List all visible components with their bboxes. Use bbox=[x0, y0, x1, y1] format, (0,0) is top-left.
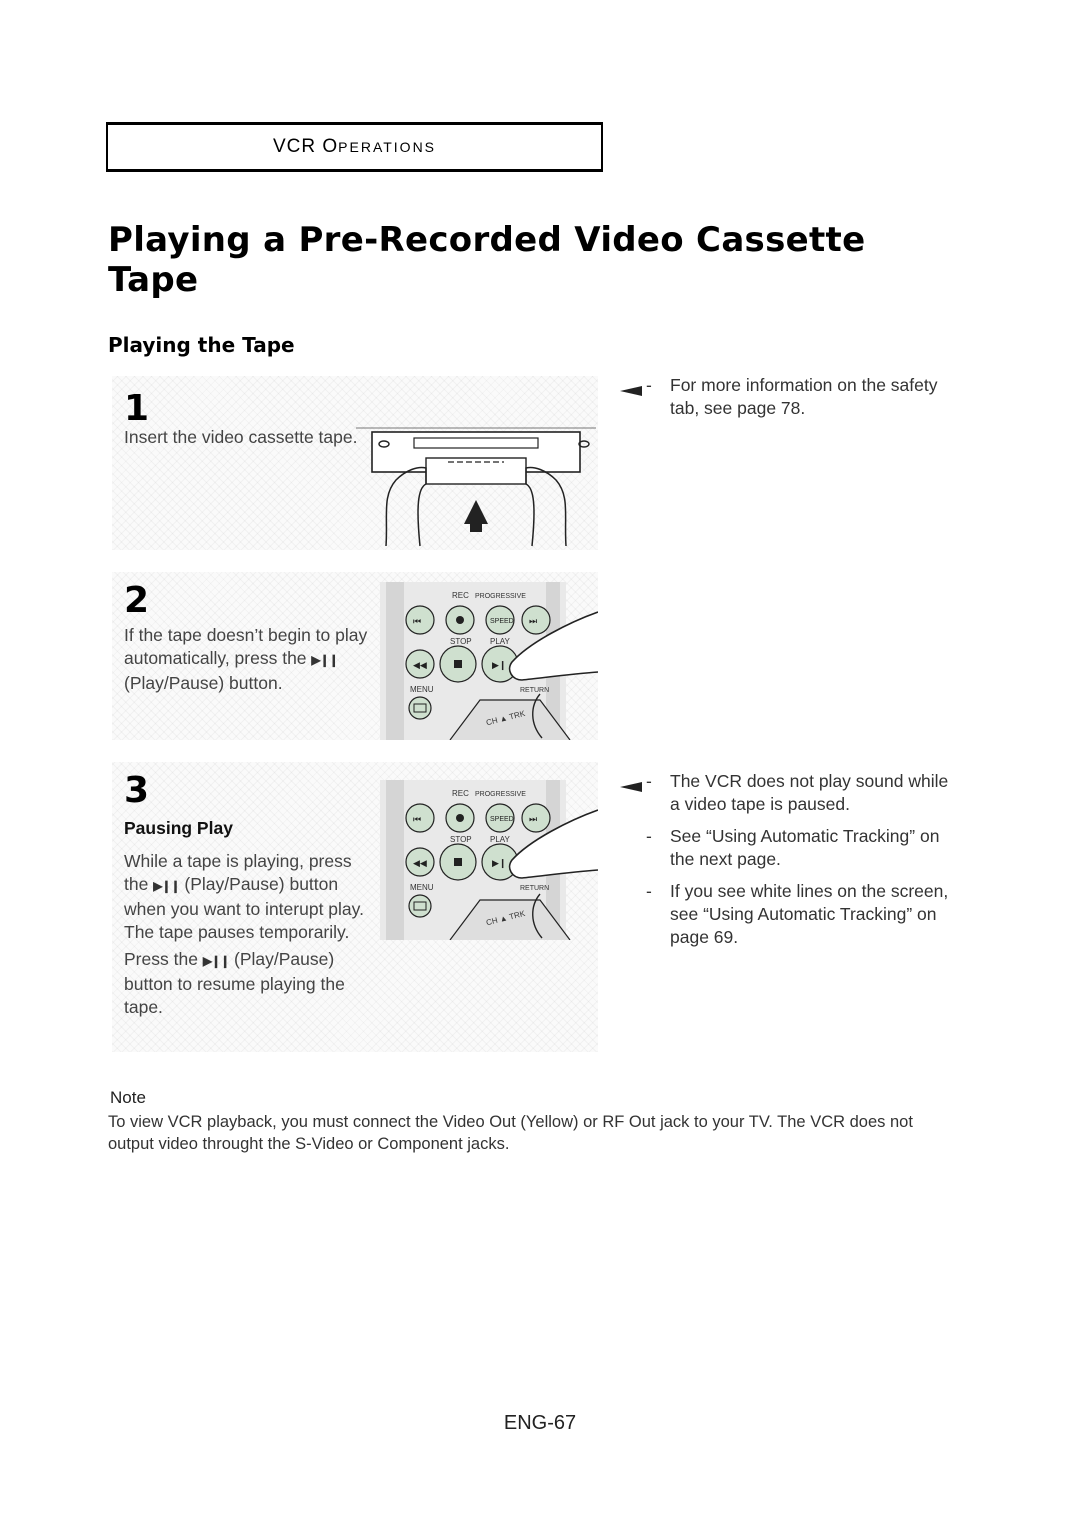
remote-play-label: PLAY bbox=[490, 637, 510, 646]
remote-play-label: PLAY bbox=[490, 835, 510, 844]
remote-stop-label: STOP bbox=[450, 835, 472, 844]
section-heading bbox=[273, 136, 436, 158]
step-2-panel bbox=[112, 572, 598, 740]
note-line: a video tape is paused. bbox=[670, 794, 850, 814]
play-pause-button-icon: ▶❙ bbox=[492, 859, 507, 869]
note-heading: Note bbox=[110, 1088, 146, 1107]
note-arrow-icon bbox=[620, 770, 646, 816]
remote-speed-label: SPEED bbox=[490, 816, 514, 823]
note-line: If you see white lines on the screen, bbox=[670, 881, 949, 901]
remote-illustration-step2 bbox=[380, 582, 598, 740]
note-line: page 69. bbox=[670, 927, 739, 947]
note-dash: - bbox=[646, 826, 652, 846]
step-3-number: 3 bbox=[124, 770, 150, 811]
step-1-text: Insert the video cassette tape. bbox=[124, 427, 358, 447]
step-3-line-2-text: (Play/Pause) button bbox=[184, 874, 339, 894]
step-2-line-2 bbox=[124, 647, 367, 672]
section-heading-caps: VCR O bbox=[272, 136, 339, 157]
step-2-line-3: (Play/Pause) button. bbox=[124, 673, 283, 693]
step-3-line-2 bbox=[124, 873, 364, 898]
remote-return-label: RETURN bbox=[520, 885, 550, 892]
page-title-line1: Playing a Pre-Recorded Video Cassette bbox=[108, 220, 866, 260]
left-hand bbox=[386, 468, 426, 547]
step-3-line-4: The tape pauses temporarily. bbox=[124, 922, 350, 942]
side-note bbox=[620, 374, 960, 420]
section-heading-smallcaps: PERATIONS bbox=[338, 139, 437, 155]
play-pause-icon: ▶❙❙ bbox=[202, 954, 230, 968]
play-pause-icon: ▶❙❙ bbox=[311, 653, 338, 667]
step-3-line-6: button to resume playing the bbox=[124, 974, 345, 994]
note-line: See “Using Automatic Tracking” on bbox=[670, 826, 940, 846]
cassette-insert-illustration bbox=[356, 396, 596, 548]
remote-return-label: RETURN bbox=[520, 687, 550, 694]
note-arrow-icon bbox=[620, 374, 646, 420]
step-2-text bbox=[124, 624, 367, 695]
note-line: tab, see page 78. bbox=[670, 398, 806, 418]
remote-chtrk-label: CH ▲ TRK bbox=[485, 908, 526, 928]
remote-illustration-step3 bbox=[380, 780, 598, 940]
page-title bbox=[108, 220, 968, 300]
note-body-line-2: output video throught the S-Video or Component jacks. bbox=[108, 1135, 510, 1153]
stop-icon bbox=[454, 660, 462, 668]
note-body-line-1: To view VCR playback, you must connect the Video Out (Yellow) or RF Out jack to your TV. The VCR does not bbox=[108, 1113, 913, 1131]
skip-back-icon: ⏮ bbox=[413, 617, 422, 627]
step-2-number: 2 bbox=[124, 580, 150, 621]
side-note bbox=[620, 880, 960, 949]
step-3-line-7: tape. bbox=[124, 997, 163, 1017]
rewind-icon: ◀◀ bbox=[413, 661, 427, 671]
remote-stop-label: STOP bbox=[450, 637, 472, 646]
note-dash: - bbox=[646, 771, 652, 791]
side-notes-step3 bbox=[620, 770, 960, 958]
note-line: For more information on the safety bbox=[670, 375, 938, 395]
play-pause-icon: ▶❙❙ bbox=[153, 879, 180, 893]
step-3-line-5 bbox=[124, 948, 345, 973]
step-3-text-a bbox=[124, 850, 364, 944]
insert-arrow-icon bbox=[464, 500, 488, 524]
remote-rec-label: REC bbox=[452, 789, 469, 798]
record-icon bbox=[456, 814, 464, 822]
remote-menu-label: MENU bbox=[410, 685, 434, 694]
note-line: the next page. bbox=[670, 849, 781, 869]
stop-icon bbox=[454, 858, 462, 866]
note-line: see “Using Automatic Tracking” on bbox=[670, 904, 937, 924]
note-arrow-spacer bbox=[620, 880, 646, 949]
remote-progressive-label: PROGRESSIVE bbox=[475, 791, 526, 798]
play-pause-button-icon: ▶❙ bbox=[492, 661, 507, 671]
remote-speed-label: SPEED bbox=[490, 618, 514, 625]
right-hand bbox=[526, 468, 566, 547]
skip-forward-icon: ⏭ bbox=[529, 815, 538, 825]
skip-forward-icon: ⏭ bbox=[529, 617, 538, 627]
step-1-number: 1 bbox=[124, 388, 150, 429]
section-subtitle: Playing the Tape bbox=[108, 333, 295, 357]
step-3-text-b bbox=[124, 948, 345, 1019]
note-arrow-spacer bbox=[620, 825, 646, 871]
step-3-heading: Pausing Play bbox=[124, 818, 233, 838]
step-3-panel bbox=[112, 762, 598, 1052]
side-notes-step1 bbox=[620, 374, 960, 429]
step-3-line-1: While a tape is playing, press bbox=[124, 851, 352, 871]
remote-rec-label: REC bbox=[452, 591, 469, 600]
remote-menu-label: MENU bbox=[410, 883, 434, 892]
rewind-icon: ◀◀ bbox=[413, 859, 427, 869]
note-text bbox=[670, 825, 960, 871]
step-3-line-2-the: the bbox=[124, 874, 149, 894]
step-2-line-1: If the tape doesn’t begin to play bbox=[124, 625, 368, 645]
step-3-line-3: when you want to interupt play. bbox=[124, 899, 364, 919]
remote-progressive-label: PROGRESSIVE bbox=[475, 593, 526, 600]
menu-button bbox=[409, 697, 431, 719]
note-dash: - bbox=[646, 881, 652, 901]
page-number: ENG-67 bbox=[503, 1412, 577, 1434]
step-3-press-the: Press the bbox=[124, 949, 198, 969]
remote-chtrk-label: CH ▲ TRK bbox=[485, 708, 526, 728]
step-3-line-5-text: (Play/Pause) bbox=[234, 949, 335, 969]
note-text bbox=[670, 880, 960, 949]
menu-button bbox=[409, 895, 431, 917]
note-text bbox=[670, 770, 960, 816]
record-icon bbox=[456, 616, 464, 624]
note-dash: - bbox=[646, 375, 652, 395]
skip-back-icon: ⏮ bbox=[413, 815, 422, 825]
side-note bbox=[620, 770, 960, 816]
section-header-box bbox=[106, 122, 603, 172]
note-line: The VCR does not play sound while bbox=[670, 771, 949, 791]
step-1-panel bbox=[112, 376, 598, 550]
step-2-line-2-text: automatically, press the bbox=[124, 648, 307, 668]
note-text bbox=[670, 374, 960, 420]
note-body bbox=[108, 1111, 958, 1155]
page-title-line2: Tape bbox=[108, 260, 199, 300]
side-note bbox=[620, 825, 960, 871]
